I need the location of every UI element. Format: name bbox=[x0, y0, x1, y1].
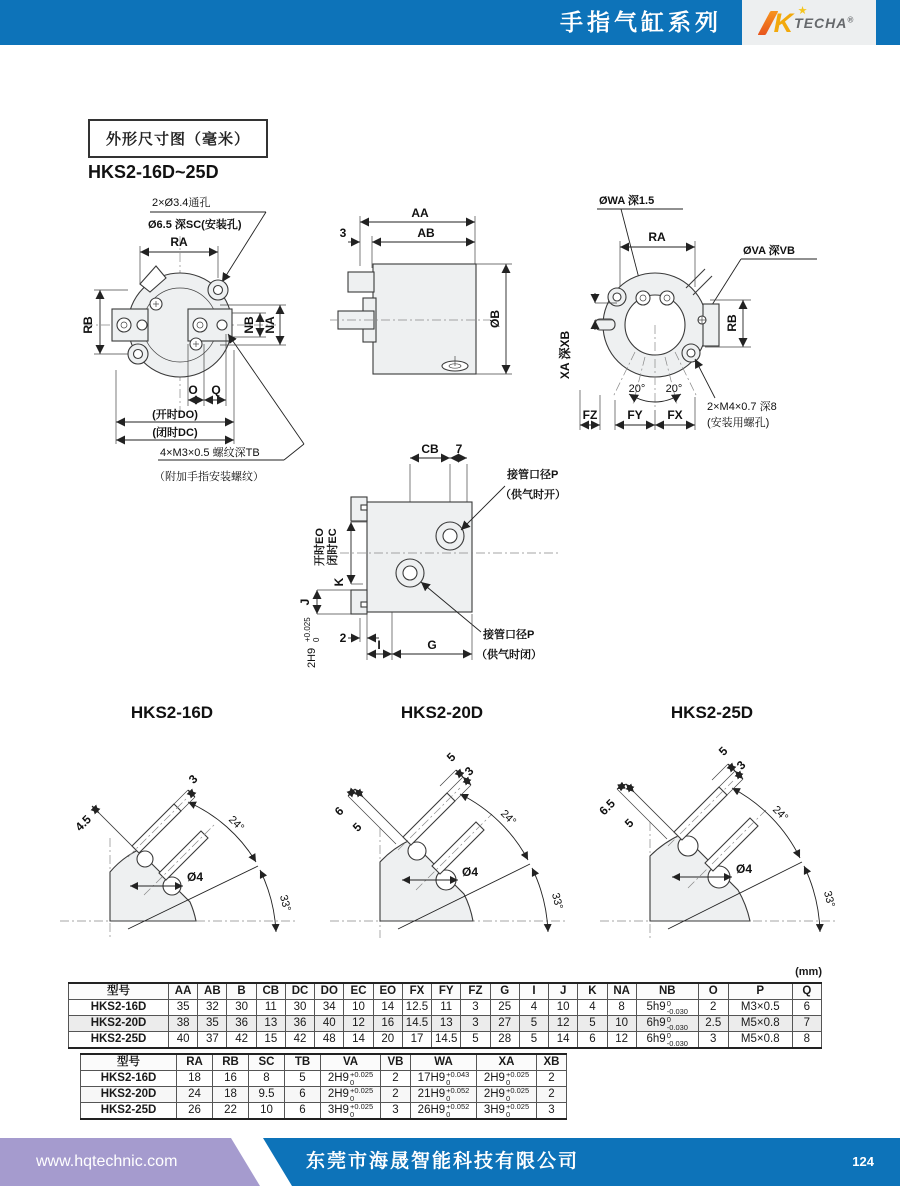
column-header: 型号 bbox=[81, 1054, 177, 1071]
value-cell: 10 bbox=[344, 1000, 373, 1016]
column-header: CB bbox=[256, 983, 285, 1000]
value-cell: 2 bbox=[537, 1087, 567, 1103]
column-header: DO bbox=[315, 983, 344, 1000]
finger-view-title-20d: HKS2-20D bbox=[400, 703, 484, 722]
value-cell: 3 bbox=[461, 1000, 490, 1016]
dim-k: K bbox=[332, 577, 346, 587]
value-cell: 36 bbox=[227, 1016, 256, 1032]
dim-ra: RA bbox=[170, 235, 188, 249]
dim-ec: 闭时EC bbox=[327, 528, 339, 566]
value-cell: 30 bbox=[227, 1000, 256, 1016]
dim-inner-0: 5 bbox=[443, 749, 459, 765]
rear-view-drawing bbox=[555, 192, 850, 442]
value-cell: 5 bbox=[461, 1032, 490, 1049]
registered-mark: ® bbox=[847, 14, 855, 24]
model-cell: HKS2-25D bbox=[81, 1103, 177, 1120]
column-header: XA bbox=[477, 1054, 537, 1071]
port-open-note-line2: （供气时开） bbox=[500, 489, 566, 501]
model-cell: HKS2-20D bbox=[69, 1016, 169, 1032]
value-cell: 42 bbox=[285, 1032, 314, 1049]
dim-fy: FY bbox=[627, 408, 643, 422]
table-row bbox=[81, 1087, 567, 1103]
dim-fx: FX bbox=[667, 408, 683, 422]
model-cell: HKS2-16D bbox=[69, 1000, 169, 1016]
dim-dia: Ø4 bbox=[187, 870, 204, 884]
finger-view-title-25d: HKS2-25D bbox=[670, 703, 754, 722]
column-header: AB bbox=[198, 983, 227, 1000]
value-cell: 3 bbox=[461, 1016, 490, 1032]
value-cell: 34 bbox=[315, 1000, 344, 1016]
angle-24: 24° bbox=[497, 807, 519, 829]
column-header: FY bbox=[432, 983, 461, 1000]
value-cell: 42 bbox=[227, 1032, 256, 1049]
value-cell: 48 bbox=[315, 1032, 344, 1049]
value-cell: 10 bbox=[249, 1103, 285, 1120]
side-view-drawing bbox=[330, 196, 560, 406]
value-cell: 4 bbox=[578, 1000, 607, 1016]
value-cell: 24 bbox=[177, 1087, 213, 1103]
value-cell: 11 bbox=[432, 1000, 461, 1016]
value-cell: M5×0.8 bbox=[728, 1016, 792, 1032]
value-cell: 18 bbox=[213, 1087, 249, 1103]
column-header: WA bbox=[411, 1054, 477, 1071]
dim-dia: Ø4 bbox=[462, 865, 479, 879]
table-row bbox=[69, 1000, 822, 1016]
column-header: NA bbox=[607, 983, 636, 1000]
value-cell: 37 bbox=[198, 1032, 227, 1049]
value-cell: 3 bbox=[537, 1103, 567, 1120]
brand-logo bbox=[742, 0, 876, 45]
logo-wordmark: TECHA® bbox=[794, 14, 855, 31]
thread-note-line2: （附加手指安装螺纹） bbox=[154, 471, 264, 483]
dim-dia: Ø4 bbox=[736, 862, 753, 876]
value-cell: 12.5 bbox=[402, 1000, 431, 1016]
dim-rb: RB bbox=[725, 314, 739, 332]
dim-outer-1: 5 bbox=[349, 819, 365, 835]
value-cell: 21H9 +0.052 0 bbox=[411, 1087, 477, 1103]
value-cell: 2 bbox=[381, 1087, 411, 1103]
column-header: FX bbox=[402, 983, 431, 1000]
value-cell: 3 bbox=[381, 1103, 411, 1120]
value-cell: 16 bbox=[213, 1071, 249, 1087]
value-cell: 9.5 bbox=[249, 1087, 285, 1103]
dim-2h9-tolerance bbox=[303, 617, 321, 668]
dim-inner-1: 3 bbox=[461, 763, 477, 779]
logo-star-icon: ★ bbox=[797, 4, 808, 17]
bottom-view-drawing bbox=[295, 442, 585, 677]
value-cell: 17 bbox=[402, 1032, 431, 1049]
value-cell: 2H9 +0.025 0 bbox=[477, 1071, 537, 1087]
column-header: B bbox=[227, 983, 256, 1000]
dim-inner-0: 3 bbox=[185, 771, 201, 787]
dim-ob: ØB bbox=[488, 310, 502, 328]
value-cell: 8 bbox=[607, 1000, 636, 1016]
column-header: O bbox=[698, 983, 728, 1000]
column-header: XB bbox=[537, 1054, 567, 1071]
table-row bbox=[81, 1103, 567, 1120]
value-cell: 2H9 +0.025 0 bbox=[321, 1087, 381, 1103]
value-cell: 2 bbox=[381, 1071, 411, 1087]
value-cell: 8 bbox=[792, 1032, 821, 1049]
column-header: P bbox=[728, 983, 792, 1000]
footer-bar bbox=[0, 1138, 900, 1186]
value-cell: 10 bbox=[549, 1000, 578, 1016]
angle-33: 33° bbox=[820, 889, 837, 909]
value-cell: 27 bbox=[490, 1016, 519, 1032]
value-cell: 26H9 +0.052 0 bbox=[411, 1103, 477, 1120]
logo-k-letter: K bbox=[773, 7, 794, 38]
svg-text:0: 0 bbox=[312, 637, 321, 642]
value-cell: 4 bbox=[519, 1000, 548, 1016]
column-header: J bbox=[549, 983, 578, 1000]
value-cell: 25 bbox=[490, 1000, 519, 1016]
column-header: VB bbox=[381, 1054, 411, 1071]
m4-note-line2: (安装用螺孔) bbox=[707, 417, 770, 429]
dim-na: NA bbox=[263, 316, 277, 334]
value-cell: 12 bbox=[607, 1032, 636, 1049]
dim-outer-1: 5 bbox=[621, 815, 637, 831]
table-row bbox=[69, 1016, 822, 1032]
angle-33: 33° bbox=[548, 891, 565, 911]
value-cell: 10 bbox=[607, 1016, 636, 1032]
port-close-note-line1: 接管口径P bbox=[483, 629, 535, 641]
value-cell: 6 bbox=[578, 1032, 607, 1049]
value-cell: 5 bbox=[285, 1071, 321, 1087]
column-header: 型号 bbox=[69, 983, 169, 1000]
value-cell: 13 bbox=[432, 1016, 461, 1032]
value-cell: 5 bbox=[519, 1032, 548, 1049]
dim-2: 2 bbox=[339, 631, 347, 645]
value-cell: 26 bbox=[177, 1103, 213, 1120]
dim-7: 7 bbox=[455, 442, 463, 456]
svg-text:2H9: 2H9 bbox=[306, 647, 318, 668]
column-header: AA bbox=[169, 983, 198, 1000]
column-header: FZ bbox=[461, 983, 490, 1000]
value-cell: 38 bbox=[169, 1016, 198, 1032]
table-header-row bbox=[69, 983, 822, 1000]
dim-inner-1: 3 bbox=[733, 757, 749, 773]
column-header: EO bbox=[373, 983, 402, 1000]
value-cell: 3H9 +0.025 0 bbox=[477, 1103, 537, 1120]
page-title: 手指气缸系列 bbox=[560, 9, 722, 35]
value-cell: 6h9 0 -0.030 bbox=[636, 1032, 698, 1049]
column-header: G bbox=[490, 983, 519, 1000]
column-header: TB bbox=[285, 1054, 321, 1071]
model-range-label: HKS2-16D~25D bbox=[88, 162, 219, 182]
value-cell: 35 bbox=[169, 1000, 198, 1016]
dim-fz: FZ bbox=[582, 408, 598, 422]
value-cell: 8 bbox=[249, 1071, 285, 1087]
dim-q: Q bbox=[211, 383, 221, 397]
value-cell: 2 bbox=[537, 1071, 567, 1087]
value-cell: 28 bbox=[490, 1032, 519, 1049]
value-cell: 13 bbox=[256, 1016, 285, 1032]
page-number: 124 bbox=[852, 1154, 874, 1169]
hole-note-line2: Ø6.5 深SC(安装孔) bbox=[148, 219, 242, 231]
value-cell: 30 bbox=[285, 1000, 314, 1016]
dim-inner-0: 5 bbox=[715, 743, 731, 759]
dim-outer-0: 4.5 bbox=[72, 812, 95, 835]
dim-ab: AB bbox=[417, 226, 435, 240]
section-title-box: 外形尺寸图（毫米） bbox=[88, 119, 268, 158]
value-cell: M3×0.5 bbox=[728, 1000, 792, 1016]
hole-note-line1: 2×Ø3.4通孔 bbox=[152, 197, 211, 209]
dim-eo: 开时EO bbox=[314, 528, 326, 566]
column-header: DC bbox=[285, 983, 314, 1000]
footer-website-link[interactable]: www.hqtechnic.com bbox=[36, 1153, 178, 1170]
finger-view-title-16d: HKS2-16D bbox=[130, 703, 214, 722]
column-header: K bbox=[578, 983, 607, 1000]
column-header: EC bbox=[344, 983, 373, 1000]
model-cell: HKS2-25D bbox=[69, 1032, 169, 1049]
value-cell: 6h9 0 -0.030 bbox=[636, 1016, 698, 1032]
value-cell: 14.5 bbox=[432, 1032, 461, 1049]
svg-text:+0.025: +0.025 bbox=[303, 617, 312, 642]
value-cell: 15 bbox=[256, 1032, 285, 1049]
value-cell: 22 bbox=[213, 1103, 249, 1120]
value-cell: 14.5 bbox=[402, 1016, 431, 1032]
value-cell: 3H9 +0.025 0 bbox=[321, 1103, 381, 1120]
value-cell: 14 bbox=[373, 1000, 402, 1016]
port-close-note-line2: （供气时闭） bbox=[476, 649, 542, 661]
dim-o: O bbox=[188, 383, 198, 397]
column-header: RA bbox=[177, 1054, 213, 1071]
column-header: RB bbox=[213, 1054, 249, 1071]
value-cell: 20 bbox=[373, 1032, 402, 1049]
dim-3: 3 bbox=[339, 226, 347, 240]
column-header: I bbox=[519, 983, 548, 1000]
dim-j: J bbox=[298, 598, 312, 606]
footer-company-name: 东莞市海晟智能科技有限公司 bbox=[306, 1151, 580, 1172]
value-cell: 6 bbox=[285, 1087, 321, 1103]
value-cell: 14 bbox=[344, 1032, 373, 1049]
dim-g: G bbox=[427, 638, 437, 652]
value-cell: 2H9 +0.025 0 bbox=[477, 1087, 537, 1103]
model-cell: HKS2-20D bbox=[81, 1087, 177, 1103]
value-cell: 17H9 +0.043 0 bbox=[411, 1071, 477, 1087]
value-cell: 40 bbox=[169, 1032, 198, 1049]
angle-24: 24° bbox=[769, 803, 791, 825]
dim-aa: AA bbox=[411, 206, 429, 220]
dimension-table-main bbox=[68, 982, 822, 1049]
table-row bbox=[81, 1071, 567, 1087]
value-cell: 6 bbox=[792, 1000, 821, 1016]
angle-33: 33° bbox=[276, 893, 293, 913]
table-header-row bbox=[81, 1054, 567, 1071]
dim-outer-0: 6.5 bbox=[596, 796, 619, 819]
value-cell: 2 bbox=[698, 1000, 728, 1016]
finger-view-20d bbox=[318, 726, 578, 948]
value-cell: 14 bbox=[549, 1032, 578, 1049]
value-cell: 5h9 0 -0.030 bbox=[636, 1000, 698, 1016]
dim-i: I bbox=[377, 638, 381, 652]
value-cell: 11 bbox=[256, 1000, 285, 1016]
dimension-table-secondary bbox=[80, 1053, 567, 1120]
value-cell: 3 bbox=[698, 1032, 728, 1049]
value-cell: 6 bbox=[285, 1103, 321, 1120]
angle-right: 20° bbox=[665, 383, 683, 395]
dim-dc: (闭时DC) bbox=[152, 427, 198, 439]
column-header: VA bbox=[321, 1054, 381, 1071]
dim-rb: RB bbox=[81, 316, 95, 334]
value-cell: 36 bbox=[285, 1016, 314, 1032]
table-row bbox=[69, 1032, 822, 1049]
value-cell: M5×0.8 bbox=[728, 1032, 792, 1049]
dim-do: (开时DO) bbox=[152, 409, 198, 421]
dim-cb: CB bbox=[421, 442, 439, 456]
wa-note: ØWA 深1.5 bbox=[599, 195, 655, 207]
dim-ra: RA bbox=[648, 230, 666, 244]
dim-nb: NB bbox=[242, 316, 256, 334]
column-header: SC bbox=[249, 1054, 285, 1071]
value-cell: 5 bbox=[578, 1016, 607, 1032]
thread-note-line1: 4×M3×0.5 螺纹深TB bbox=[160, 447, 260, 459]
value-cell: 2H9 +0.025 0 bbox=[321, 1071, 381, 1087]
dim-xa-xb: XA 深XB bbox=[558, 330, 572, 380]
angle-left: 20° bbox=[628, 383, 646, 395]
value-cell: 35 bbox=[198, 1016, 227, 1032]
column-header: NB bbox=[636, 983, 698, 1000]
value-cell: 12 bbox=[344, 1016, 373, 1032]
value-cell: 40 bbox=[315, 1016, 344, 1032]
model-cell: HKS2-16D bbox=[81, 1071, 177, 1087]
column-header: Q bbox=[792, 983, 821, 1000]
value-cell: 12 bbox=[549, 1016, 578, 1032]
header-bar bbox=[0, 0, 900, 45]
value-cell: 16 bbox=[373, 1016, 402, 1032]
m4-note-line1: 2×M4×0.7 深8 bbox=[707, 401, 777, 413]
port-open-note-line1: 接管口径P bbox=[507, 469, 559, 481]
value-cell: 2.5 bbox=[698, 1016, 728, 1032]
finger-view-16d bbox=[48, 726, 308, 948]
value-cell: 32 bbox=[198, 1000, 227, 1016]
value-cell: 18 bbox=[177, 1071, 213, 1087]
dim-outer-0: 6 bbox=[331, 803, 347, 819]
unit-note: (mm) bbox=[795, 966, 822, 978]
value-cell: 7 bbox=[792, 1016, 821, 1032]
angle-24: 24° bbox=[225, 813, 247, 835]
va-note: ØVA 深VB bbox=[743, 245, 795, 257]
value-cell: 5 bbox=[519, 1016, 548, 1032]
finger-view-25d bbox=[588, 726, 848, 948]
